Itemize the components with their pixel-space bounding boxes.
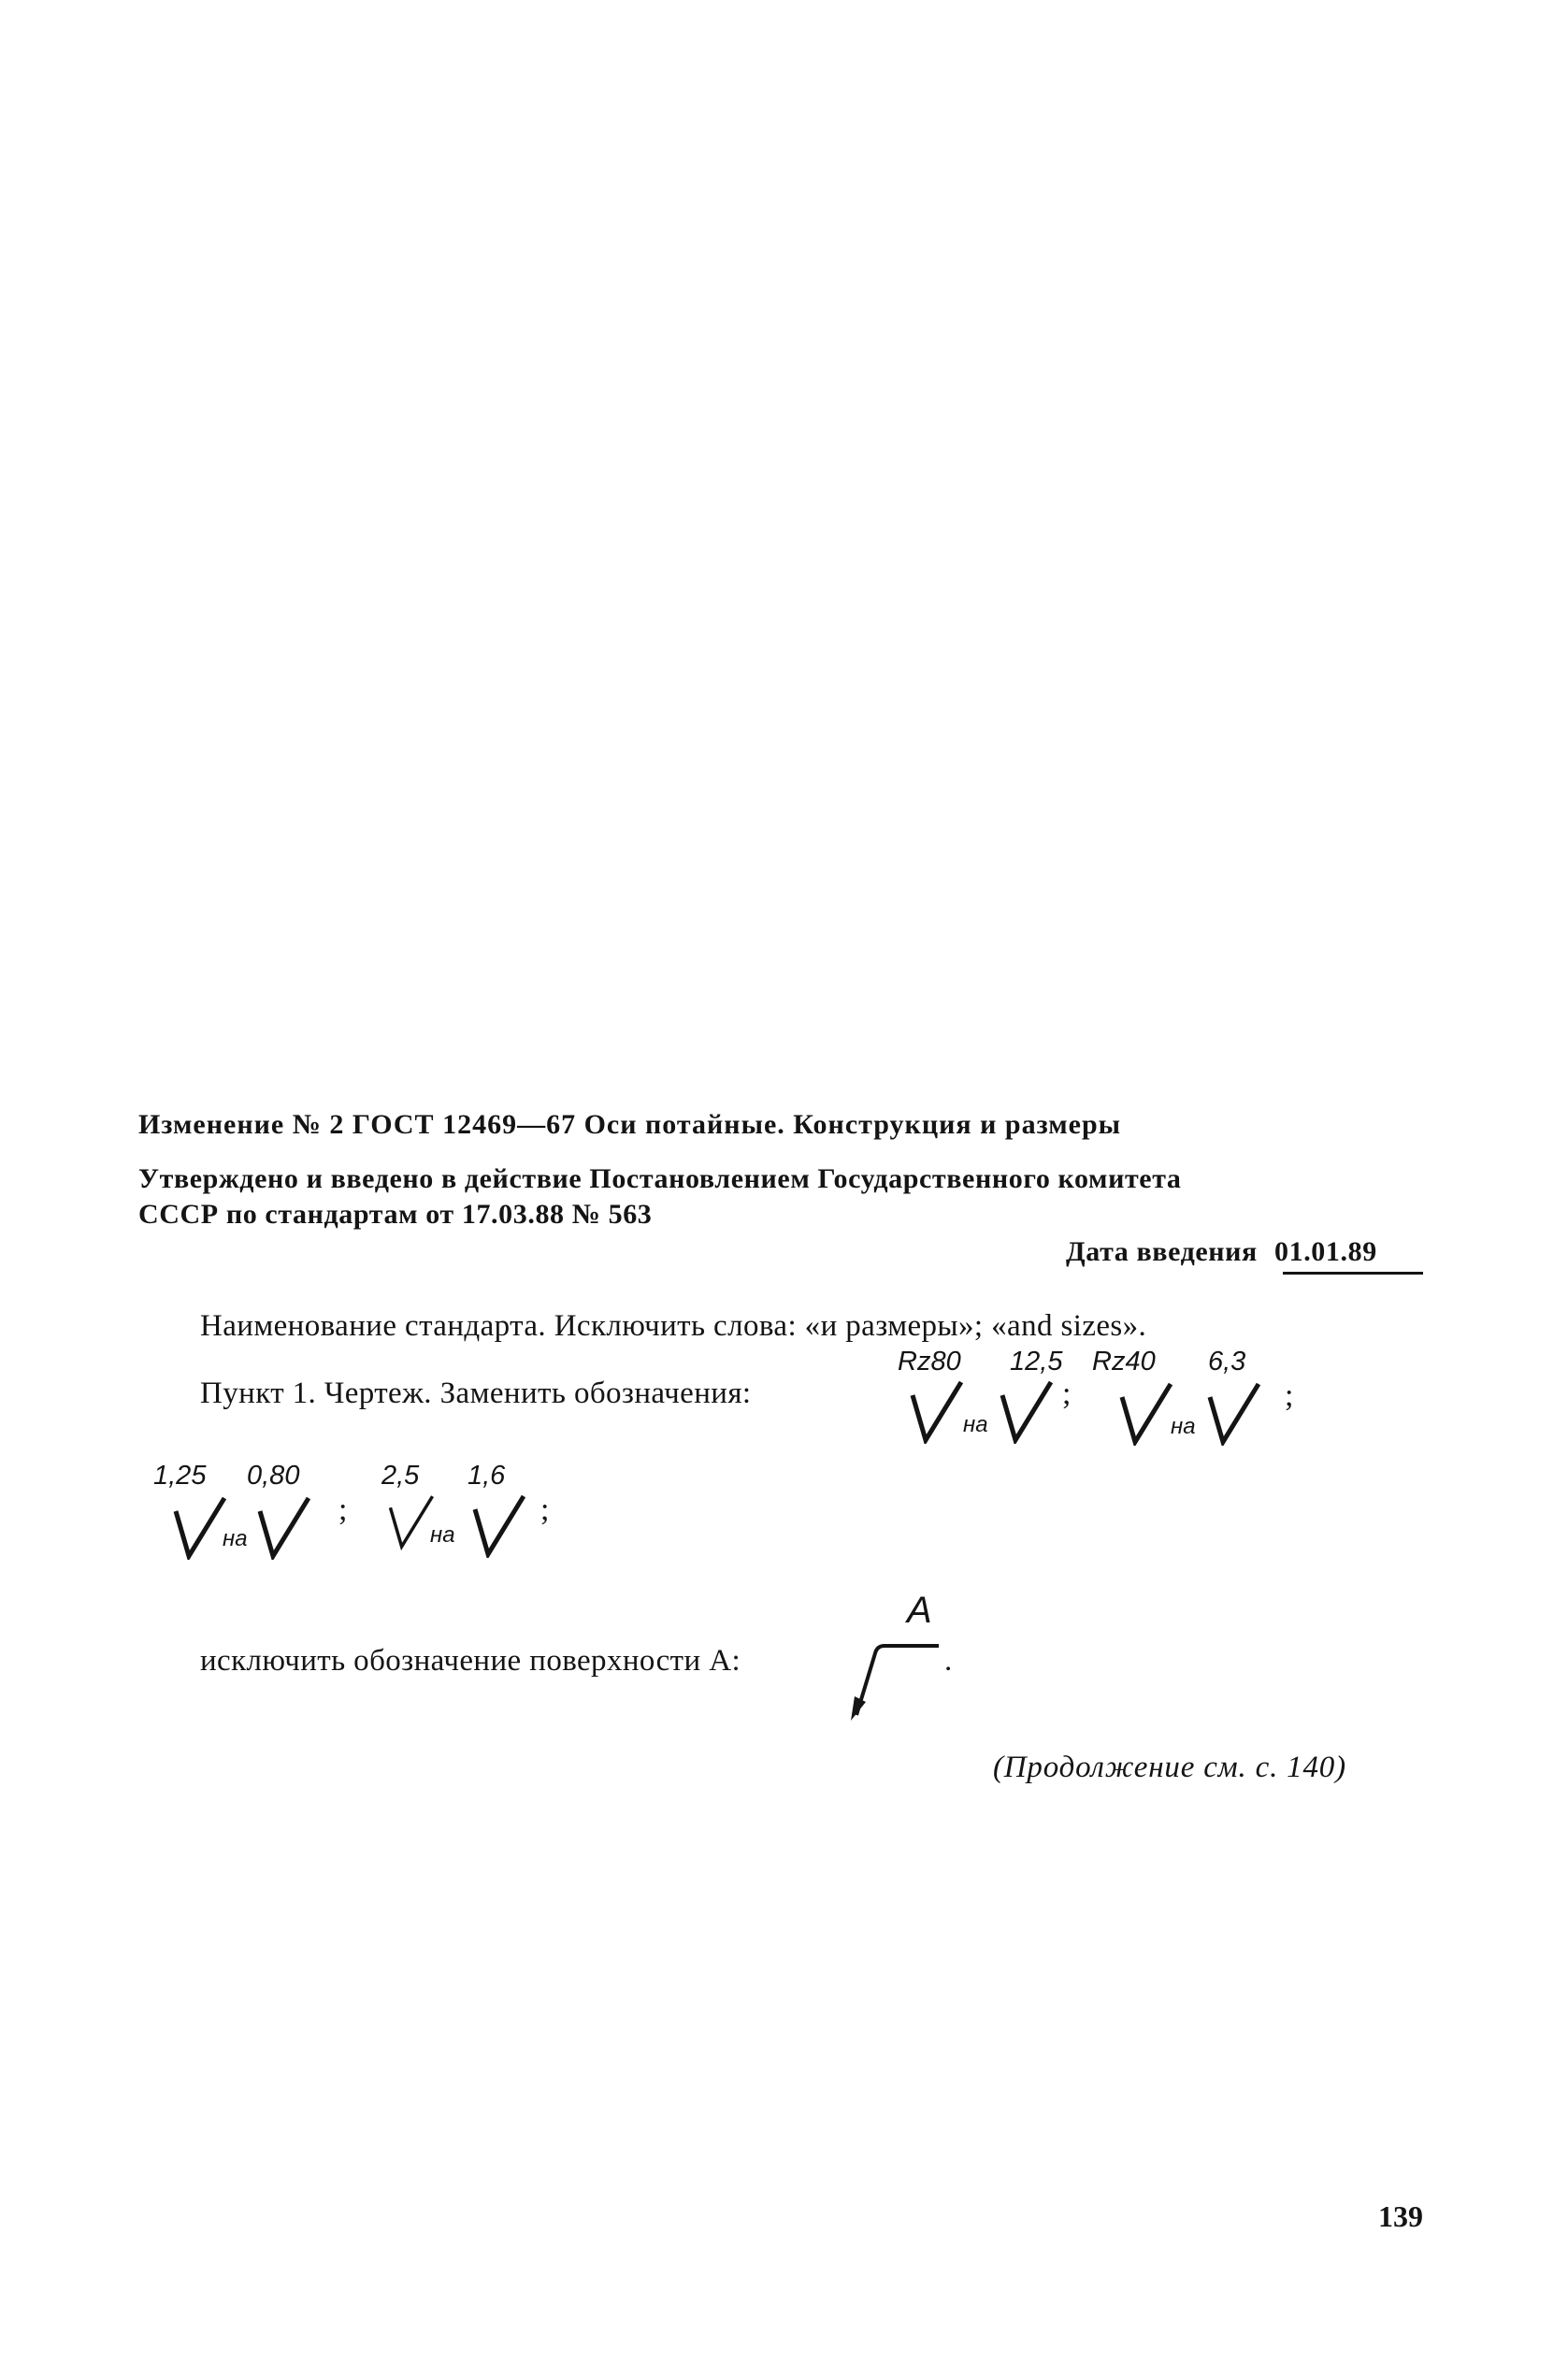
roughness-check-icon (256, 1494, 312, 1560)
roughness-from-label: Rz80 (898, 1347, 961, 1377)
roughness-check-icon (387, 1492, 436, 1550)
document-title: Изменение № 2 ГОСТ 12469—67 Оси потайные. Конструкция и размеры (138, 1109, 1122, 1140)
paragraph-drawing-prefix: Пункт 1. Чертеж. Заменить обозначения: (200, 1377, 752, 1410)
approval-line-2: СССР по стандартам от 17.03.88 № 563 (138, 1199, 653, 1230)
roughness-replacement-2 (1092, 1347, 1288, 1449)
roughness-word: на (963, 1412, 988, 1437)
paragraph-standard-name: Наименование стандарта. Исключить слова: «и размеры»; «and sizes». (200, 1309, 1147, 1343)
intro-date-value: 01.01.89 (1274, 1236, 1377, 1267)
roughness-from-label: 2,5 (381, 1461, 420, 1491)
roughness-to-label: 1,6 (468, 1461, 506, 1491)
separator-semicolon: ; (1062, 1377, 1072, 1411)
continuation-note: (Продолжение см. с. 140) (993, 1751, 1346, 1784)
surface-roughness-arrow-icon (845, 1638, 944, 1723)
roughness-to-label: 0,80 (247, 1461, 300, 1491)
roughness-check-icon (1118, 1380, 1174, 1446)
roughness-replacement-3 (153, 1461, 340, 1564)
roughness-from-label: Rz40 (1092, 1347, 1156, 1377)
approval-line-1: Утверждено и введено в действие Постановлением Государственного комитета (138, 1163, 1182, 1194)
roughness-word: на (223, 1526, 248, 1551)
intro-date (1066, 1236, 1377, 1268)
roughness-check-icon (471, 1492, 527, 1558)
surface-label: А (907, 1590, 932, 1631)
separator-semicolon: ; (338, 1492, 348, 1527)
roughness-check-icon (172, 1494, 228, 1560)
roughness-check-icon (909, 1378, 965, 1444)
roughness-word: на (430, 1522, 455, 1548)
separator-semicolon: ; (540, 1492, 550, 1527)
roughness-to-label: 12,5 (1010, 1347, 1063, 1377)
roughness-replacement-4 (378, 1461, 546, 1564)
roughness-to-label: 6,3 (1208, 1347, 1246, 1377)
roughness-from-label: 1,25 (153, 1461, 207, 1491)
roughness-replacement-1 (879, 1347, 1075, 1449)
separator-semicolon: ; (1285, 1378, 1294, 1413)
paragraph-end-period: . (944, 1644, 953, 1678)
roughness-check-icon (999, 1378, 1055, 1444)
date-underline (1283, 1272, 1423, 1275)
roughness-check-icon (1206, 1380, 1262, 1446)
page-number: 139 (1378, 2199, 1423, 2233)
roughness-word: на (1171, 1414, 1196, 1439)
paragraph-remove-surface: исключить обозначение поверхности А: (200, 1644, 741, 1678)
intro-date-label: Дата введения (1066, 1236, 1258, 1267)
